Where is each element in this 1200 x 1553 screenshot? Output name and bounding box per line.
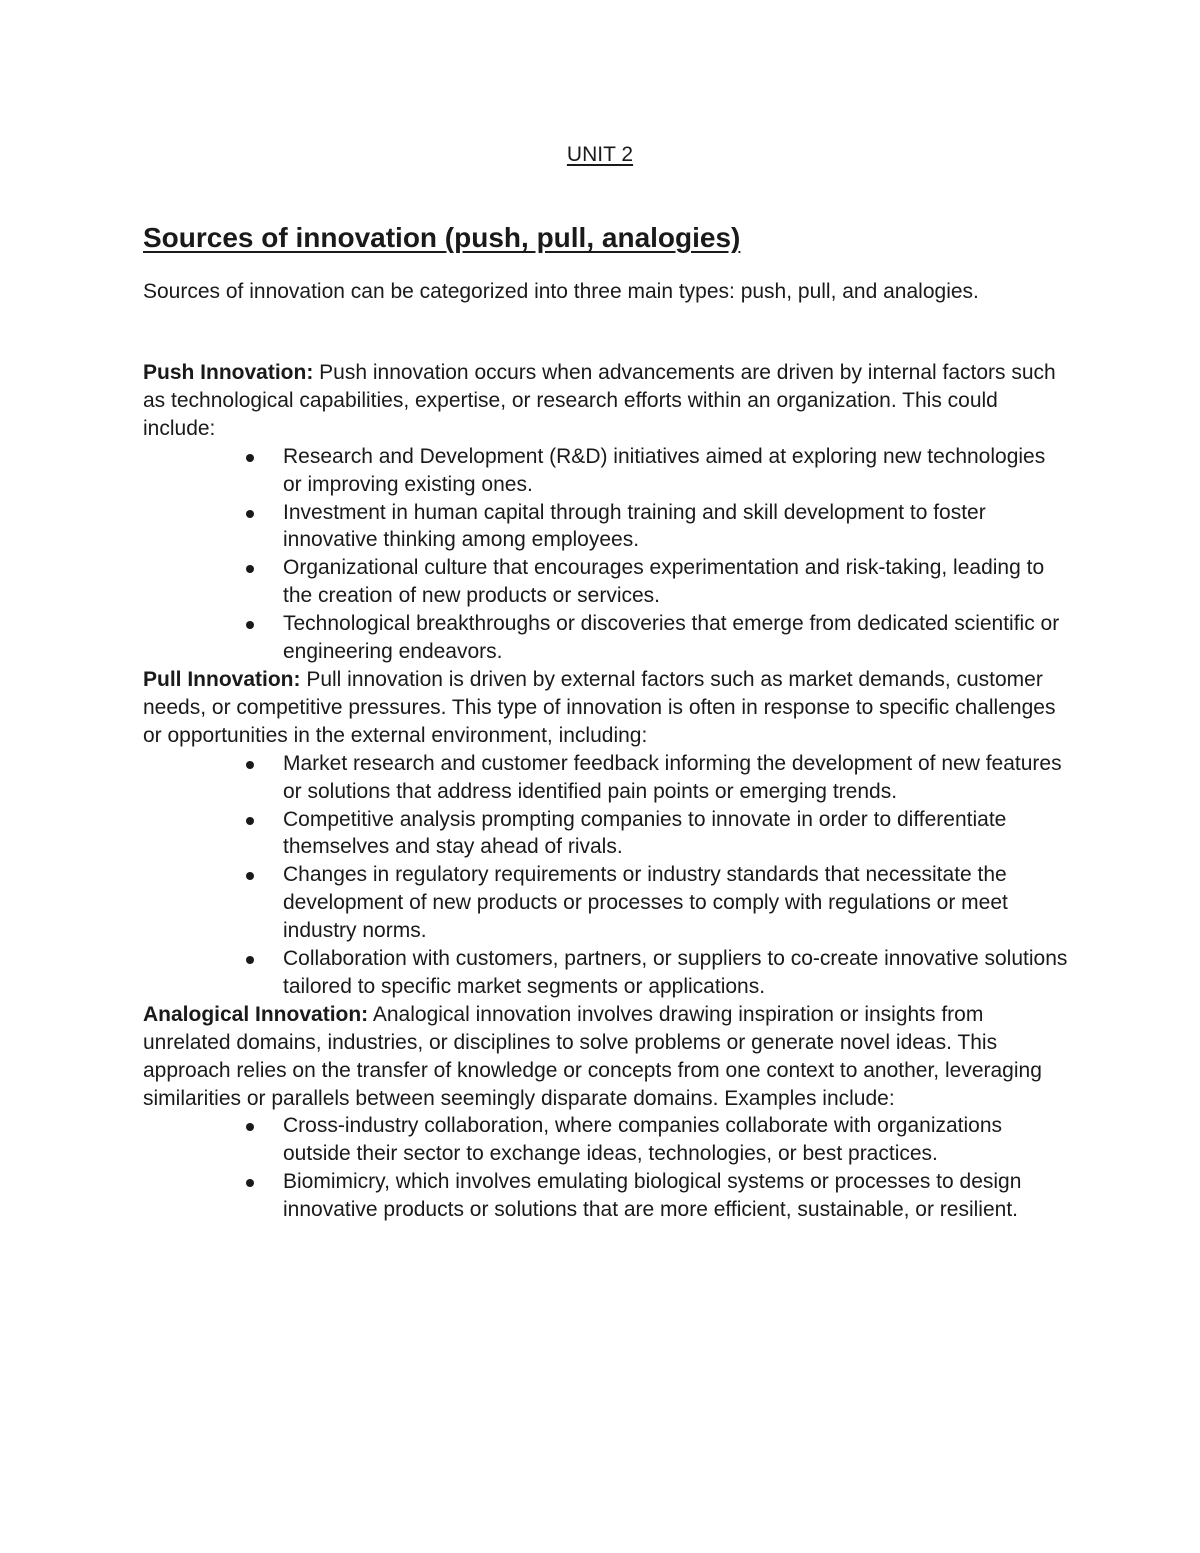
bullet-icon	[246, 454, 254, 462]
document-body	[143, 359, 1068, 1224]
bullet-icon	[246, 761, 254, 769]
analogical-innovation-label: Analogical Innovation:	[143, 1002, 369, 1026]
bullet-icon	[246, 621, 254, 629]
bullet-icon	[246, 1123, 254, 1131]
pull-innovation-label: Pull Innovation:	[143, 667, 301, 691]
list-item: Investment in human capital through training and skill development to foster innovative thinking among employees.	[283, 499, 1068, 555]
bullet-icon	[246, 1179, 254, 1187]
push-innovation-text: Push innovation occurs when advancements are driven by internal factors such as technological capabilities, expertise, or research efforts within an organization. This could include:	[143, 361, 1056, 440]
list-item: Market research and customer feedback informing the development of new features or solutions that address identified pain points or emerging trends.	[283, 750, 1068, 806]
list-item: Collaboration with customers, partners, or suppliers to co-create innovative solutions tailored to specific market segments or applications.	[283, 945, 1068, 1001]
list-item: Biomimicry, which involves emulating biological systems or processes to design innovative products or solutions that are more efficient, sustainable, or resilient.	[283, 1168, 1068, 1224]
list-item: Organizational culture that encourages experimentation and risk-taking, leading to the creation of new products or services.	[283, 554, 1068, 610]
list-item: Research and Development (R&D) initiatives aimed at exploring new technologies or improving existing ones.	[283, 443, 1068, 499]
analogical-innovation-paragraph	[143, 1001, 1068, 1113]
bullet-icon	[246, 565, 254, 573]
list-item: Cross-industry collaboration, where companies collaborate with organizations outside their sector to exchange ideas, technologies, or best practices.	[283, 1112, 1068, 1168]
list-item: Competitive analysis prompting companies to innovate in order to differentiate themselves and stay ahead of rivals.	[283, 806, 1068, 862]
bullet-icon	[246, 510, 254, 518]
pull-innovation-text: Pull innovation is driven by external factors such as market demands, customer needs, or competitive pressures. This type of innovation is often in response to specific challenges or opportunities in the external environment, including:	[143, 667, 1056, 747]
list-item: Technological breakthroughs or discoveries that emerge from dedicated scientific or engineering endeavors.	[283, 610, 1068, 666]
analogical-innovation-list	[143, 1112, 1068, 1224]
pull-innovation-list	[143, 750, 1068, 1001]
pull-innovation-paragraph	[143, 666, 1068, 750]
unit-title: UNIT 2	[566, 143, 634, 166]
bullet-icon	[246, 956, 254, 964]
bullet-icon	[246, 872, 254, 880]
push-innovation-paragraph	[143, 359, 1068, 443]
push-innovation-list	[143, 443, 1068, 666]
section-heading: Sources of innovation (push, pull, analogies)	[143, 222, 741, 253]
list-item: Changes in regulatory requirements or industry standards that necessitate the development of new products or processes to comply with regulations or meet industry norms.	[283, 861, 1068, 945]
bullet-icon	[246, 817, 254, 825]
push-innovation-label: Push Innovation:	[143, 361, 314, 384]
intro-paragraph: Sources of innovation can be categorized into three main types: push, pull, and analogies.	[143, 280, 979, 303]
analogical-innovation-text: Analogical innovation involves drawing inspiration or insights from unrelated domains, industries, or disciplines to solve problems or generate novel ideas. This approach relies on the transfer of knowledge or concepts from one context to another, leveraging similarities or parallels between seemingly disparate domains. Examples include:	[143, 1002, 1042, 1110]
